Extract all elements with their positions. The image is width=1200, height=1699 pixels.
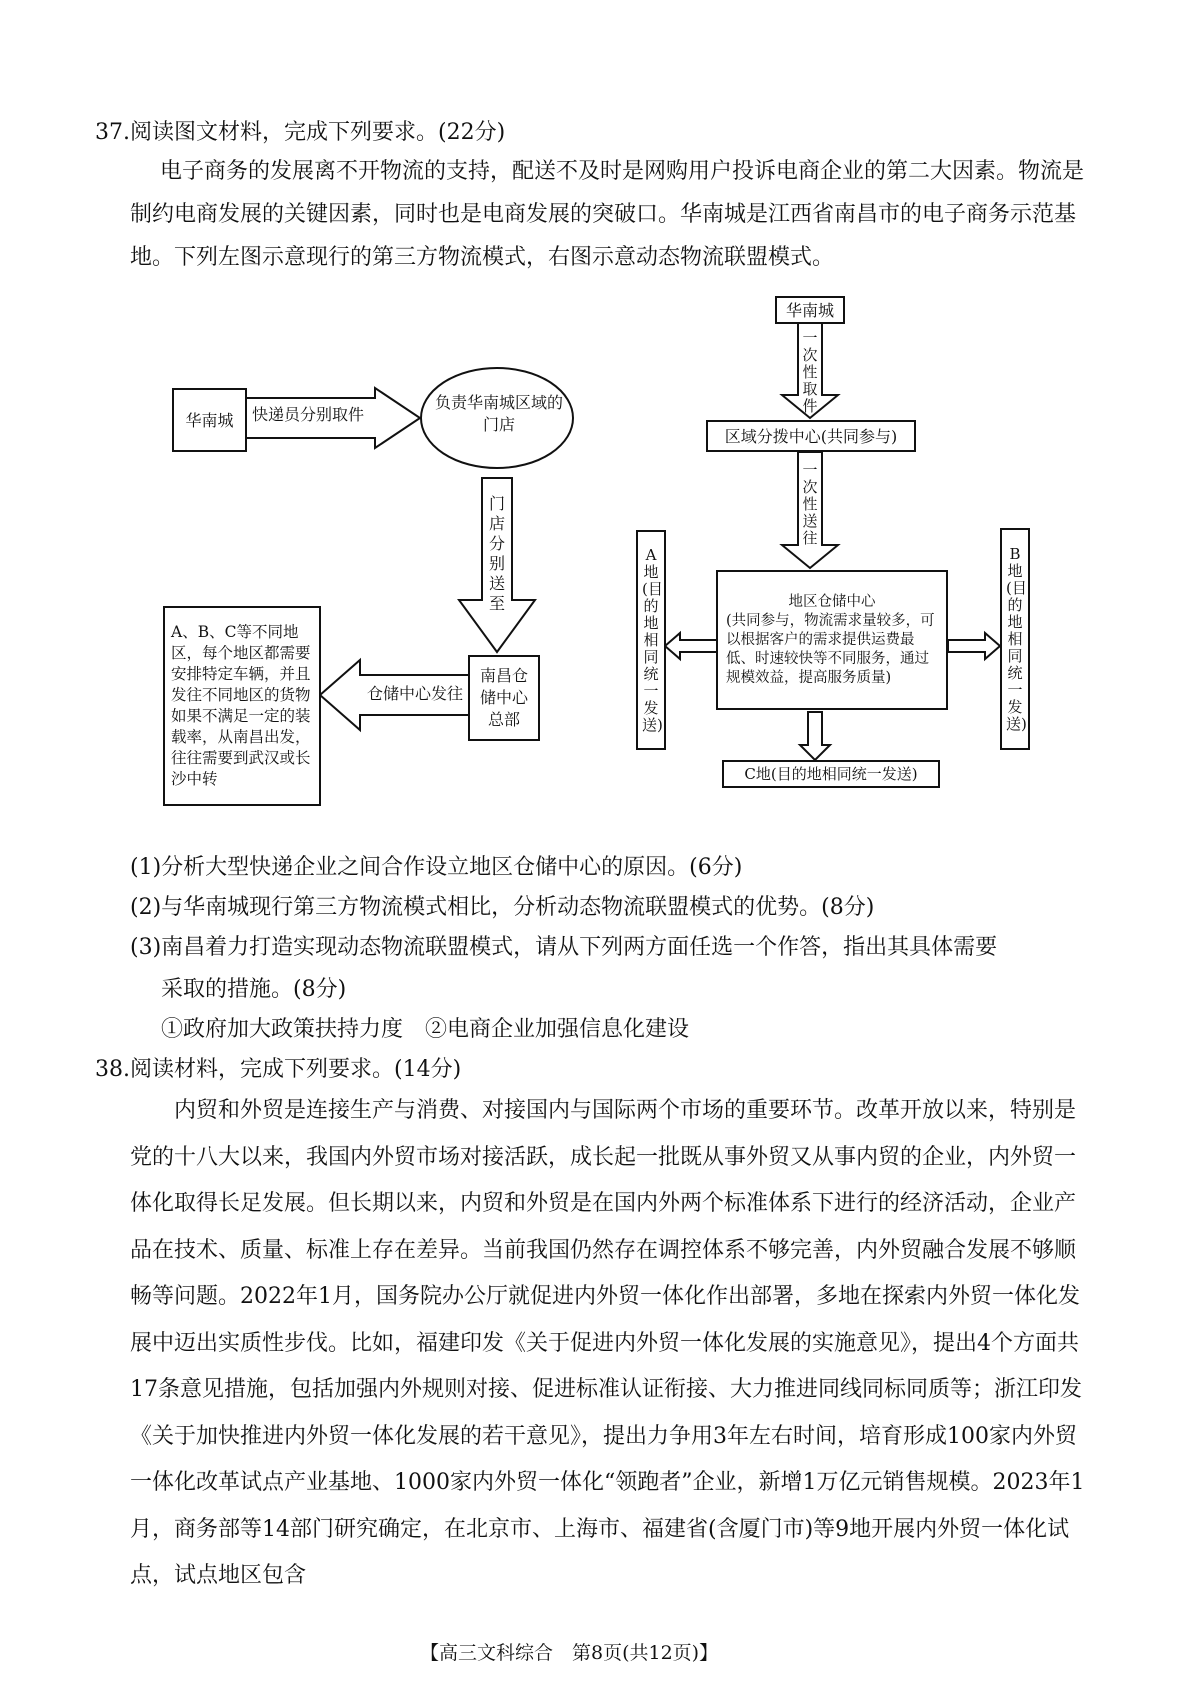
right-arrow-right (948, 633, 1000, 659)
right-a-dest-box (636, 530, 666, 750)
left-arrow-2-label: 门店分别送至 (488, 494, 505, 613)
left-origin-box: 华南城 (172, 388, 247, 452)
right-arrow-2-label: 一次性送往 (802, 461, 818, 547)
right-c-dest-box: C地(目的地相同统一发送) (722, 760, 940, 788)
left-hq-box: 南昌仓储中心总部 (468, 655, 540, 741)
q38-title: 38.阅读材料，完成下列要求。(14分) (95, 1057, 462, 1082)
right-arrow-3 (800, 712, 830, 760)
q37-question-3-cont: 采取的措施。(8分) (161, 977, 347, 1002)
left-arrow-1-label: 快递员分别取件 (252, 405, 365, 424)
page-footer: 【高三文科综合 第8页(共12页)】 (420, 1642, 719, 1664)
q37-title: 37.阅读图文材料，完成下列要求。(22分) (95, 120, 506, 145)
q37-question-2: (2)与华南城现行第三方物流模式相比，分析动态物流联盟模式的优势。(8分) (130, 895, 875, 920)
left-arrow-3-label: 仓储中心发往 (367, 684, 464, 703)
left-note-box (163, 606, 321, 806)
right-warehouse-title: 地区仓储中心 (788, 593, 876, 610)
right-a-dest-label: A地(目的地相同统一发送) (642, 545, 663, 734)
q37-question-1: (1)分析大型快递企业之间合作设立地区仓储中心的原因。(6分) (130, 855, 743, 880)
right-warehouse-desc: (共同参与，物流需求量较多，可以根据客户的需求提供运费最低、时速较快等不同服务，通过规模效益，提高服务质量) (726, 612, 935, 686)
right-b-dest-box (1000, 528, 1030, 750)
left-note-text: A、B、C等不同地区，每个地区都需要安排特定车辆，并且发往不同地区的货物如果不满足一定的装载率，从南昌出发，往往需要到武汉或长沙中转 (171, 623, 311, 788)
right-warehouse-box (716, 570, 948, 710)
right-center-box: 区域分拨中心(共同参与) (706, 420, 916, 452)
q37-question-3: (3)南昌着力打造实现动态物流联盟模式，请从下列两方面任选一个作答，指出其具体需要 (130, 935, 998, 960)
q38-paragraph-text: 内贸和外贸是连接生产与消费、对接国内与国际两个市场的重要环节。改革开放以来，特别是党的十八大以来，我国内外贸市场对接活跃，成长起一批既从事外贸又从事内贸的企业，内外贸一体化取得长足发展。但长期以来，内贸和外贸是在国内外两个标准体系下进行的经济活动，企业产品在技术、质量、标准上存在差异。当前我国仍然存在调控体系不够完善，内外贸融合发展不够顺畅等问题。2022年1月，国务院办公厅就促进内外贸一体化作出部署，多地在探索内外贸一体化发展中迈出实质性步伐。比如，福建印发《关于促进内外贸一体化发展的实施意见》，提出4个方面共17条意见措施，包括加强内外规则对接、促进标准认证衔接、大力推进同线同标同质等；浙江印发《关于加快推进内外贸一体化发展的若干意见》，提出力争用3年左右时间，培育形成100家内外贸一体化改革试点产业基地、1000家内外贸一体化“领跑者”企业，新增1万亿元销售规模。2023年1月，商务部等14部门研究确定，在北京市、上海市、福建省(含厦门市)等9地开展内外贸一体化试点，试点地区包含 (130, 1098, 1085, 1588)
q37-paragraph-text: 电子商务的发展离不开物流的支持，配送不及时是网购用户投诉电商企业的第二大因素。物流是制约电商发展的关键因素，同时也是电商发展的突破口。华南城是江西省南昌市的电子商务示范基地。下列左图示意现行的第三方物流模式，右图示意动态物流联盟模式。 (130, 159, 1085, 270)
right-b-dest-label: B地(目的地相同统一发送) (1006, 544, 1027, 733)
left-store-label: 负责华南城区域的门店 (434, 393, 563, 434)
q38-paragraph (130, 1088, 1090, 1600)
right-arrow-left (665, 633, 718, 659)
right-arrow-1-label: 一次性取件 (802, 329, 818, 415)
q37-options: ①政府加大政策扶持力度 ②电商企业加强信息化建设 (161, 1017, 690, 1042)
right-origin-box: 华南城 (775, 296, 845, 324)
